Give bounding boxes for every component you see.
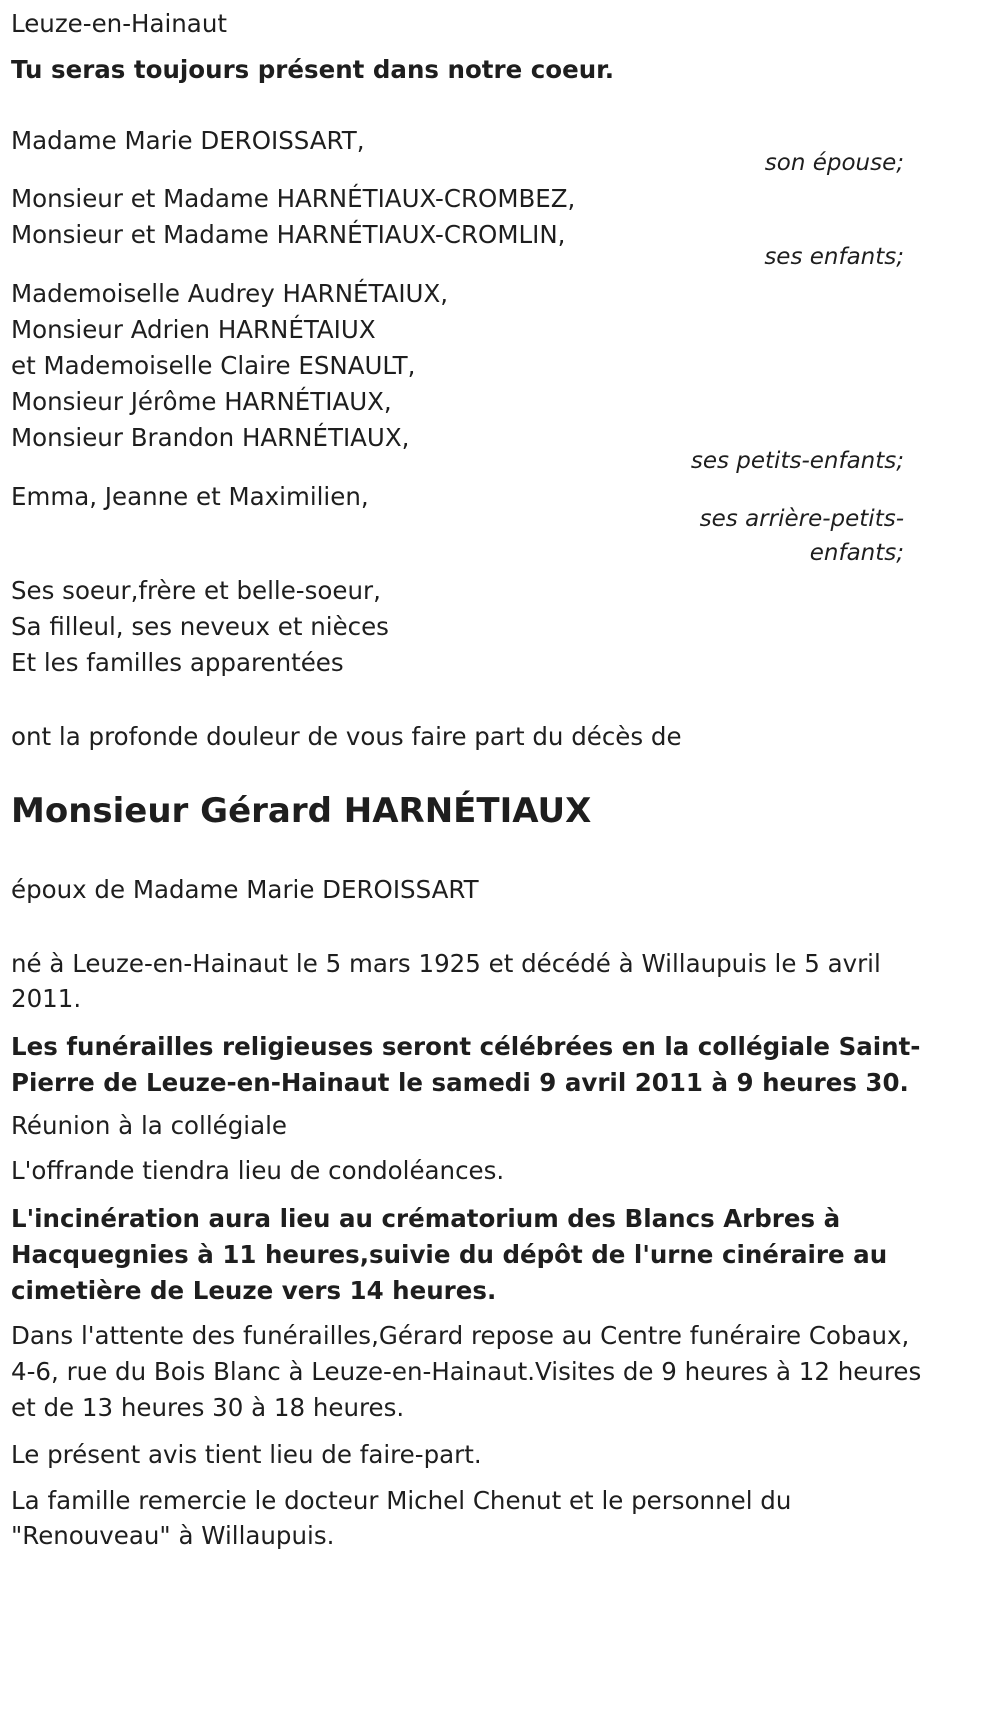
- grandchildren-role: ses petits-enfants;: [690, 448, 904, 474]
- thanks-line: "Renouveau" à Willaupuis.: [11, 1521, 335, 1550]
- city-line: Leuze-en-Hainaut: [11, 9, 227, 38]
- birth-death-line: né à Leuze-en-Hainaut le 5 mars 1925 et décédé à Willaupuis le 5 avril: [11, 949, 881, 978]
- rest-line: et de 13 heures 30 à 18 heures.: [11, 1393, 405, 1422]
- funeral-line: Les funérailles religieuses seront célébrées en la collégiale Saint-: [11, 1032, 921, 1061]
- cremation-line: Hacquegnies à 11 heures,suivie du dépôt de l'urne cinéraire au: [11, 1240, 888, 1269]
- grandchild-line: Monsieur Adrien HARNÉTAIUX: [11, 315, 376, 344]
- spouse-line: Madame Marie DEROISSART,: [11, 126, 365, 155]
- children-role: ses enfants;: [764, 244, 904, 270]
- rest-line: Dans l'attente des funérailles,Gérard repose au Centre funéraire Cobaux,: [11, 1321, 910, 1350]
- faire-part-line: Le présent avis tient lieu de faire-part.: [11, 1440, 482, 1469]
- spouse-role: son épouse;: [764, 150, 904, 176]
- offering-line: L'offrande tiendra lieu de condoléances.: [11, 1156, 505, 1185]
- funeral-line: Pierre de Leuze-en-Hainaut le samedi 9 avril 2011 à 9 heures 30.: [11, 1068, 909, 1097]
- meeting-line: Réunion à la collégiale: [11, 1111, 287, 1140]
- rest-line: 4-6, rue du Bois Blanc à Leuze-en-Hainaut.Visites de 9 heures à 12 heures: [11, 1357, 922, 1386]
- deceased-name: Monsieur Gérard HARNÉTIAUX: [11, 791, 592, 831]
- children-line: Monsieur et Madame HARNÉTIAUX-CROMBEZ,: [11, 184, 576, 213]
- thanks-line: La famille remercie le docteur Michel Chenut et le personnel du: [11, 1486, 792, 1515]
- great-grandchildren-role: enfants;: [809, 540, 904, 566]
- cremation-line: cimetière de Leuze vers 14 heures.: [11, 1276, 497, 1305]
- children-line: Monsieur et Madame HARNÉTIAUX-CROMLIN,: [11, 220, 566, 249]
- grandchild-line: Mademoiselle Audrey HARNÉTAIUX,: [11, 279, 449, 308]
- great-grandchildren-line: Emma, Jeanne et Maximilien,: [11, 482, 369, 511]
- grandchild-line: Monsieur Brandon HARNÉTIAUX,: [11, 423, 410, 452]
- relatives-line: Et les familles apparentées: [11, 648, 344, 677]
- great-grandchildren-role: ses arrière-petits-: [699, 506, 904, 532]
- birth-death-line: 2011.: [11, 984, 82, 1013]
- relatives-line: Sa filleul, ses neveux et nièces: [11, 612, 389, 641]
- cremation-line: L'incinération aura lieu au crématorium des Blancs Arbres à: [11, 1204, 841, 1233]
- grandchild-line: et Mademoiselle Claire ESNAULT,: [11, 351, 416, 380]
- relatives-line: Ses soeur,frère et belle-soeur,: [11, 576, 381, 605]
- spouse-of-line: époux de Madame Marie DEROISSART: [11, 875, 479, 904]
- announcement-line: ont la profonde douleur de vous faire part du décès de: [11, 722, 682, 751]
- motto: Tu seras toujours présent dans notre coeur.: [11, 55, 615, 84]
- grandchild-line: Monsieur Jérôme HARNÉTIAUX,: [11, 387, 392, 416]
